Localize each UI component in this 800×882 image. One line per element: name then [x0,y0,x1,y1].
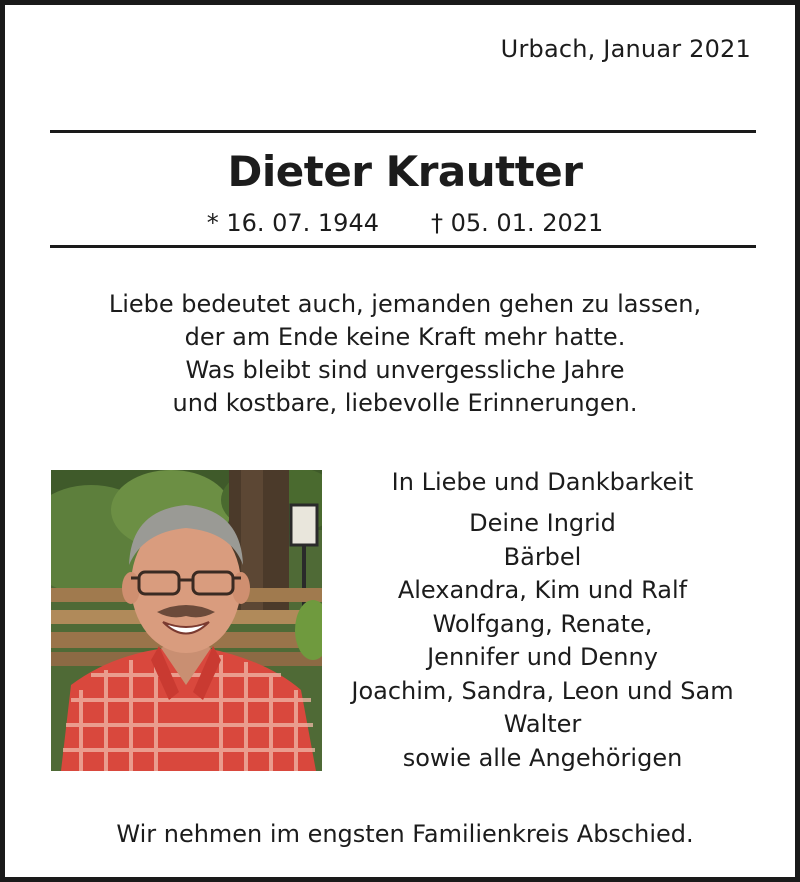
family-member: Wolfgang, Renate, [432,609,653,638]
verse-line: und kostbare, liebevolle Erinnerungen. [172,389,638,417]
birth-date: * 16. 07. 1944 [206,209,379,237]
bottom-divider [50,245,756,248]
family-member: Jennifer und Denny [427,643,658,671]
family-heading: In Liebe und Dankbarkeit [391,468,694,496]
verse-line: der am Ende keine Kraft mehr hatte. [184,323,626,351]
family-member: Alexandra, Kim und Ralf [397,576,688,604]
family-member: Joachim, Sandra, Leon und Sam [351,676,734,705]
family-signature [345,465,740,775]
death-date: † 05. 01. 2021 [431,209,604,237]
verse-line: Liebe bedeutet auch, jemanden gehen zu lassen, [108,290,702,318]
top-divider [50,130,756,133]
life-dates [5,209,800,237]
verse-line: Was bleibt sind unvergessliche Jahre [185,356,625,384]
family-member: Walter [503,710,582,738]
deceased-name: Dieter Krautter [227,147,583,196]
place-date: Urbach, Januar 2021 [500,35,751,63]
family-member: Deine Ingrid [469,509,616,537]
portrait-photo [51,470,322,771]
closing-statement: Wir nehmen im engsten Familienkreis Abschied. [116,820,694,848]
family-member: Bärbel [503,542,582,571]
family-member: sowie alle Angehörigen [402,743,683,772]
memorial-verse [5,288,800,420]
